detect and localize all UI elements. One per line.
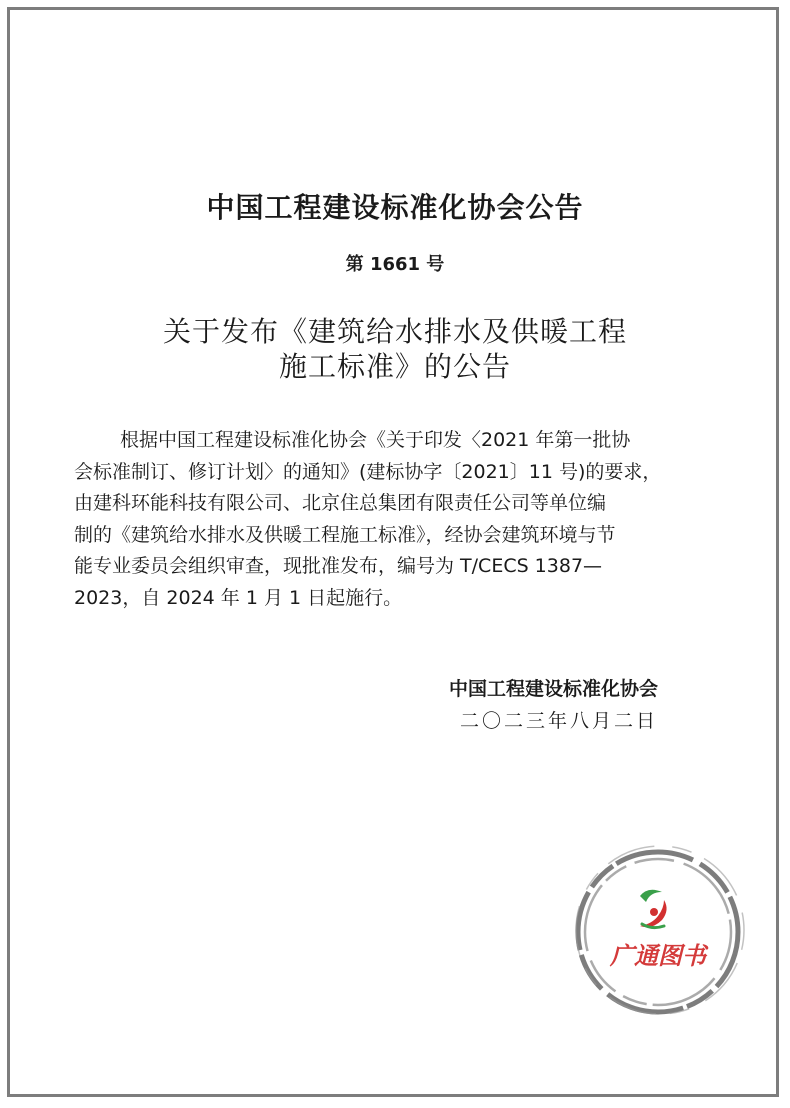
publisher-stamp bbox=[568, 842, 748, 1022]
body-line: 制的《建筑给水排水及供暖工程施工标准》，经协会建筑环境与节 bbox=[74, 523, 616, 546]
stamp-text: 广通图书 bbox=[610, 942, 706, 970]
body-line: 能专业委员会组织审查，现批准发布，编号为 T/CECS 1387— bbox=[74, 555, 603, 577]
body-line: 会标准制订、修订计划〉的通知》(建标协字〔2021〕11 号)的要求， bbox=[74, 460, 662, 483]
body-line: 由建科环能科技有限公司、北京住总集团有限责任公司等单位编 bbox=[74, 492, 607, 514]
signature-date: 二〇二三年八月二日 bbox=[459, 710, 658, 732]
announcement-body bbox=[74, 425, 714, 614]
body-line: 2023，自 2024 年 1 月 1 日起施行。 bbox=[74, 586, 403, 609]
announcement-subtitle-line1: 关于发布《建筑给水排水及供暖工程 bbox=[162, 315, 627, 348]
signature-organization: 中国工程建设标准化协会 bbox=[448, 678, 658, 700]
announcement-subtitle-line2: 施工标准》的公告 bbox=[278, 350, 511, 383]
body-line: 根据中国工程建设标准化协会《关于印发〈2021 年第一批协 bbox=[120, 429, 631, 451]
publisher-logo-icon bbox=[640, 890, 667, 928]
announcement-title: 中国工程建设标准化协会公告 bbox=[206, 191, 584, 224]
announcement-number: 第 1661 号 bbox=[345, 254, 445, 275]
